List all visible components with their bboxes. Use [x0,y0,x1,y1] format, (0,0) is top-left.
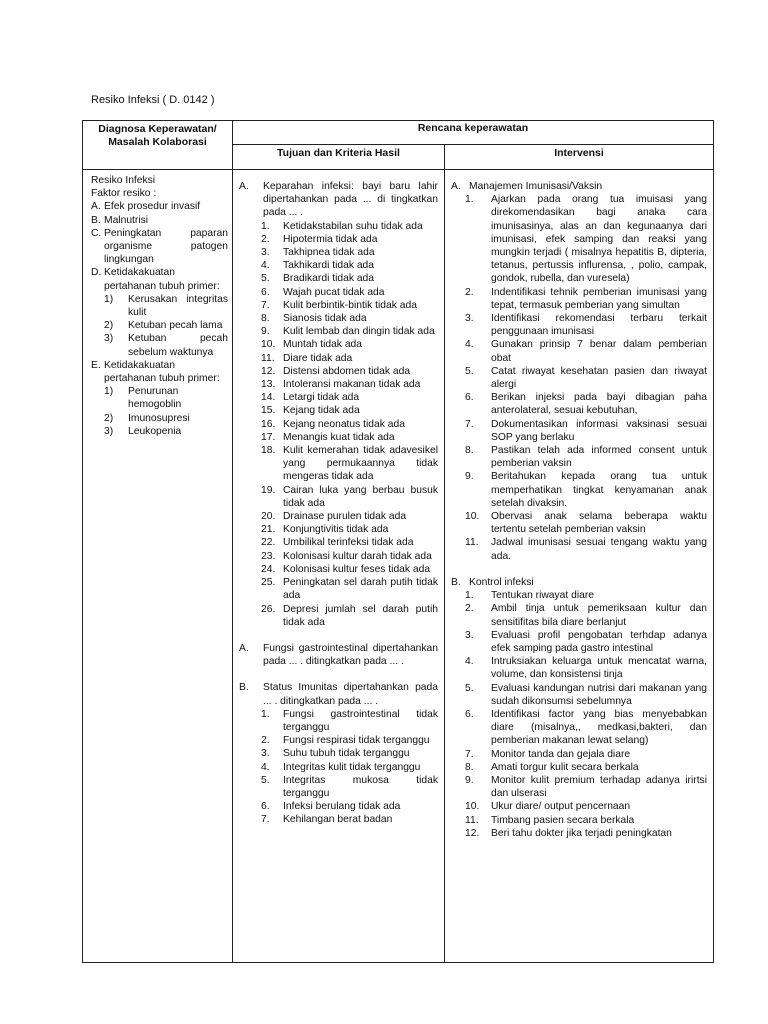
outcome-criterion-text: Kulit berbintik-bintik tidak ada [283,299,417,311]
outcome-section-label: B. [239,682,249,694]
risk-factor-subitem-label: 1) [104,293,114,305]
outcome-criterion-text: Takhikardi tidak ada [283,260,375,272]
outcome-criterion-text: Fungsi gastrointestinal tidak terganggu [283,708,438,733]
care-plan-table [82,120,714,963]
intervention-item-label: 9. [465,774,474,786]
outcome-criterion [239,800,438,813]
outcome-criterion [239,246,438,259]
outcome-section [239,681,438,707]
risk-factor-item [91,266,228,292]
outcome-criterion-label: 9. [261,326,270,338]
outcome-criterion-text: Bradikardi tidak ada [283,273,375,285]
outcome-criterion-label: 6. [261,801,270,813]
outcome-criterion-label: 25. [261,577,276,589]
intervention-section [451,180,707,193]
outcome-criterion-text: Depresi jumlah sel darah putih tidak ada [283,603,438,628]
intervention-item-text: Ajarkan pada orang tua imuisasi yang direkomendasikan bagi anaka cara imunisasinya, alas an dan kegunaanya dari imunisasi, efek samping dan reaksi yang mungkin terjadi ( misalnya hepatitis B, dipteria, tetanus, pertussis influrensa, , polio, campak, gondok, rubella, dan vuresela) [491,194,707,285]
intervention-item-label: 2. [465,603,474,615]
outcome-section-label: A. [239,181,249,192]
outcome-criterion-text: Wajah pucat tidak ada [283,286,385,298]
risk-factor-subitem-text: Imunosupresi [128,412,190,424]
outcome-criterion [239,563,438,576]
risk-factor-item-text: Efek prosedur invasif [104,201,201,213]
risk-factor-item-label: C. [91,227,102,239]
intervensi-cell [445,170,714,963]
intervention-item [451,682,707,708]
intervention-item-label: 4. [465,656,474,668]
risk-factor-subitem [91,332,228,358]
intervention-item-text: Obervasi anak selama beberapa waktu tertentu setelah pemberian vaksin [491,511,707,536]
outcome-criterion-label: 22. [261,537,276,549]
outcome-criterion-text: Takhipnea tidak ada [283,247,375,259]
intervention-item-text: Evaluasi profil pengobatan terhdap adanya efek samping pada gastro intestinal [491,629,707,654]
outcome-criterion [239,536,438,549]
outcome-criterion [239,708,438,734]
outcome-criterion-label: 14. [261,392,276,404]
outcome-criterion [239,378,438,391]
intervention-item-text: Monitor kulit premium terhadap adanya irirtsi dan ulserasi [491,774,707,800]
outcome-criterion-text: Infeksi berulang tidak ada [283,801,401,813]
intervention-item [451,510,707,536]
intervention-item-label: 10. [465,801,480,813]
outcome-criterion-label: 1. [261,220,270,232]
intervention-item [451,774,707,800]
intervention-item [451,800,707,813]
outcome-criterion-text: Kolonisasi kultur feses tidak ada [283,563,431,575]
outcome-criterion [239,391,438,404]
intervention-item [451,629,707,655]
intervention-item [451,827,707,840]
diagnosa-content [83,170,232,956]
diagnosa-cell [83,170,233,963]
outcome-criterion-text: Peningkatan sel darah putih tidak ada [283,577,438,602]
outcome-criterion-label: 2. [261,233,270,245]
section-gap [239,629,438,642]
intervention-item-text: Beri tahu dokter jika terjadi peningkatan [491,827,672,839]
risk-factor-subitem [91,412,228,425]
risk-factor-subitem [91,425,228,438]
intervention-item-text: Pastikan telah ada informed consent untuk pemberian vaksin [491,445,707,470]
outcome-criterion [239,418,438,431]
intervention-item [451,708,707,748]
outcome-criterion-label: 1. [261,708,270,720]
risk-factor-item-label: E. [91,359,101,371]
risk-factor-item [91,227,228,267]
header-diagnosa [83,121,233,170]
intervention-item [451,470,707,510]
risk-factor-subitem-text: Leukopenia [128,425,182,437]
intervention-item-label: 5. [465,365,474,377]
risk-factor-item-text: Ketidakakuatan pertahanan tubuh primer: [104,267,220,292]
intervention-item-text: Berikan injeksi pada bayi dibagian paha anterolateral, sesuai kebutuhan, [491,392,707,417]
intervention-item-text: Beritahukan kepada orang tua untuk memperhatikan tingkat kenyamanan anak setelah divaksin. [491,471,707,509]
risk-factor-item-label: D. [91,267,102,279]
outcome-criterion-label: 26. [261,603,276,615]
intervention-item-label: 3. [465,629,474,641]
document-title: Resiko Infeksi ( D. 0142 ) [91,94,215,106]
section-gap [239,668,438,681]
tujuan-content [233,170,444,962]
outcome-criterion-text: Muntah tidak ada [283,339,362,351]
risk-factor-subitem [91,319,228,332]
outcome-criterion-text: Kulit kemerahan tidak adavesikel yang permukaannya tidak mengeras tidak ada [283,445,438,483]
outcome-criterion-label: 5. [261,774,270,786]
outcome-criterion [239,444,438,484]
outcome-criterion [239,338,438,351]
outcome-criterion-text: Kejang neonatus tidak ada [283,418,405,430]
tujuan-cell [233,170,445,963]
outcome-criterion-text: Fungsi respirasi tidak terganggu [283,735,430,747]
outcome-criterion-label: 5. [261,273,270,285]
outcome-criterion [239,484,438,510]
header-tujuan-label: Tujuan dan Kriteria Hasil [277,147,400,159]
intervention-item-text: Indentifikasi tehnik pemberian imunisasi yang tepat, termasuk pemberian yang simultan [491,286,707,311]
intervention-item-text: Timbang pasien secara berkala [491,814,635,826]
outcome-criterion [239,259,438,272]
outcome-criterion-label: 6. [261,286,270,298]
outcome-criterion-label: 7. [261,299,270,311]
risk-factor-item-text: Peningkatan paparan organisme patogen lingkungan [104,227,228,266]
outcome-criterion-text: Cairan luka yang berbau busuk tidak ada [283,484,438,509]
intervention-item-label: 3. [465,313,474,325]
outcome-criterion-text: Intoleransi makanan tidak ada [283,379,421,391]
outcome-criterion-label: 17. [261,431,276,443]
outcome-criterion-text: Kolonisasi kultur darah tidak ada [283,550,432,562]
risk-factor-subitem-label: 3) [104,425,114,437]
outcome-criterion-text: Distensi abdomen tidak ada [283,365,411,377]
outcome-criterion-label: 10. [261,339,276,351]
outcome-criterion-label: 4. [261,761,270,773]
outcome-criterion-text: Umbilikal terinfeksi tidak ada [283,537,414,549]
intervention-item-label: 1. [465,590,474,602]
header-diagnosa-label: Diagnosa Keperawatan/ Masalah Kolaborasi [98,123,217,148]
risk-factor-subitem-label: 2) [104,412,114,424]
outcome-criterion [239,272,438,285]
header-intervensi [445,145,714,170]
intervention-item-text: Identifikasi factor yang bias menyebabkan diare (misalnya,, medkasi,bakteri, dan pemberian makanan lewat selang) [491,708,707,747]
outcome-section-text: Fungsi gastrointestinal dipertahankan pada ... . ditingkatkan pada ... . [263,642,438,668]
outcome-criterion [239,734,438,747]
intervention-item-label: 12. [465,827,480,839]
outcome-criterion-label: 18. [261,445,276,457]
outcome-section-text: Status Imunitas dipertahankan pada ... . ditingkatkan pada ... . [263,682,438,707]
outcome-criterion [239,404,438,417]
intervention-item [451,761,707,774]
intervention-item [451,444,707,470]
outcome-section-label: A. [239,642,249,654]
header-rencana [233,121,714,145]
intervention-item [451,655,707,681]
outcome-criterion-text: Kejang tidak ada [283,405,360,417]
intervention-item-label: 8. [465,445,474,457]
outcome-criterion-label: 19. [261,484,276,496]
outcome-criterion [239,299,438,312]
intervention-item [451,536,707,562]
outcome-criterion-label: 3. [261,247,270,259]
outcome-criterion [239,312,438,325]
intervention-item-label: 1. [465,194,474,206]
outcome-criterion-text: Integritas mukosa tidak terganggu [283,774,438,799]
intervention-item-label: 4. [465,339,474,351]
outcome-criterion-text: Sianosis tidak ada [283,313,367,325]
outcome-criterion-label: 7. [261,814,270,826]
outcome-criterion-text: Menangis kuat tidak ada [283,431,395,443]
outcome-criterion [239,761,438,774]
risk-factor-subitem [91,385,228,411]
intervention-item-label: 6. [465,392,474,404]
outcome-criterion-label: 4. [261,260,270,272]
intervention-item-label: 6. [465,708,474,720]
risk-factor-item [91,214,228,227]
intervention-item-label: 8. [465,761,474,773]
intervention-section-label: A. [451,181,461,192]
outcome-criterion-text: Letargi tidak ada [283,392,360,404]
intervention-item [451,418,707,444]
intervention-item-label: 10. [465,511,480,523]
outcome-criterion-label: 21. [261,524,276,536]
outcome-criterion-text: Ketidakstabilan suhu tidak ada [283,220,423,232]
outcome-section-text: Keparahan infeksi: bayi baru lahir dipertahankan pada ... di tingkatkan pada ... . [263,181,438,219]
header-intervensi-label: Intervensi [554,147,604,159]
outcome-criterion [239,233,438,246]
outcome-criterion-label: 2. [261,735,270,747]
outcome-criterion-text: Suhu tubuh tidak terganggu [283,748,410,760]
intervention-section-text: Kontrol infeksi [469,576,534,588]
intervention-item [451,814,707,827]
risk-factor-item-label: B. [91,214,101,226]
risk-factor-subitem-label: 3) [104,333,114,345]
outcome-criterion [239,523,438,536]
outcome-criterion [239,603,438,629]
outcome-criterion-text: Kehilangan berat badan [283,814,393,826]
intervention-item-text: Monitor tanda dan gejala diare [491,748,631,760]
risk-factor-subitem [91,293,228,319]
intervention-item-text: Catat riwayat kesehatan pasien dan riwayat alergi [491,365,707,391]
outcome-criterion-text: Konjungtivitis tidak ada [283,524,389,536]
diagnosa-title: Resiko Infeksi [91,175,156,186]
outcome-criterion [239,352,438,365]
outcome-criterion-text: Integritas kulit tidak terganggu [283,761,421,773]
intervention-item-label: 7. [465,748,474,760]
intervention-item-label: 11. [465,537,479,549]
diagnosa-subtitle: Faktor resiko : [91,188,157,200]
outcome-criterion-label: 3. [261,748,270,760]
risk-factor-subitem-label: 1) [104,386,114,398]
intervensi-content [445,170,713,962]
outcome-criterion-text: Hipotermia tidak ada [283,233,378,245]
outcome-criterion [239,365,438,378]
section-gap [451,563,707,576]
intervention-section [451,576,707,589]
intervention-item-text: Amati torgur kulit secara berkala [491,761,639,773]
outcome-criterion [239,431,438,444]
intervention-item [451,748,707,761]
outcome-criterion [239,510,438,523]
intervention-item [451,589,707,602]
outcome-criterion-label: 13. [261,379,276,391]
intervention-section-text: Manajemen Imunisasi/Vaksin [469,181,603,192]
outcome-criterion-label: 12. [261,365,276,377]
outcome-criterion-label: 24. [261,563,276,575]
risk-factor-item [91,200,228,213]
outcome-section [239,180,438,220]
intervention-item-text: Dokumentasikan informasi vaksinasi sesuai SOP yang berlaku [491,418,707,443]
outcome-criterion [239,286,438,299]
intervention-item-text: Ukur diare/ output pencernaan [491,801,631,813]
intervention-item-text: Ambil tinja untuk pemeriksaan kultur dan sensitifitas bila diare berlanjut [491,603,707,628]
intervention-item-text: Jadwal imunisasi sesuai tengang waktu yang ada. [491,537,707,562]
outcome-criterion [239,325,438,338]
outcome-criterion-label: 15. [261,405,276,417]
outcome-criterion [239,813,438,826]
intervention-item-label: 7. [465,418,474,430]
outcome-criterion-label: 8. [261,313,270,325]
outcome-criterion [239,774,438,800]
intervention-item-label: 11. [465,814,479,826]
risk-factor-subitem-text: Kerusakan integritas kulit [128,293,228,319]
outcome-criterion-label: 23. [261,550,276,562]
outcome-criterion-text: Kulit lembab dan dingin tidak ada [283,326,435,338]
risk-factor-item [91,359,228,385]
intervention-item-text: Gunakan prinsip 7 benar dalam pemberian obat [491,339,707,364]
intervention-item [451,602,707,628]
risk-factor-item-text: Malnutrisi [104,214,149,226]
intervention-item-text: Identifikasi rekomendasi terbaru terkait penggunaan imunisasi [491,313,707,338]
intervention-item [451,286,707,312]
intervention-item-text: Tentukan riwayat diare [491,590,595,602]
risk-factor-item-text: Ketidakakuatan pertahanan tubuh primer: [104,359,220,385]
intervention-item [451,391,707,417]
intervention-item [451,312,707,338]
outcome-criterion-label: 20. [261,511,276,523]
intervention-item-label: 9. [465,471,474,483]
intervention-section-label: B. [451,576,461,588]
intervention-item-text: Evaluasi kandungan nutrisi dari makanan yang sudah dikonsumsi sebelumnya [491,682,707,707]
outcome-criterion [239,220,438,233]
outcome-criterion [239,550,438,563]
outcome-criterion-label: 11. [261,352,275,364]
intervention-item-label: 2. [465,286,474,298]
outcome-criterion-label: 16. [261,418,276,430]
risk-factor-subitem-label: 2) [104,320,114,332]
header-tujuan [233,145,445,170]
risk-factor-subitem-text: Ketuban pecah lama [128,320,223,332]
risk-factor-subitem-text: Penurunan hemogoblin [128,386,182,411]
outcome-criterion-text: Diare tidak ada [283,352,353,364]
intervention-item [451,193,707,285]
outcome-criterion [239,747,438,760]
header-rencana-label: Rencana keperawatan [417,122,529,134]
risk-factor-subitem-text: Ketuban pecah sebelum waktunya [128,333,228,358]
outcome-criterion [239,576,438,602]
intervention-item-label: 5. [465,682,474,694]
intervention-item [451,365,707,391]
intervention-item-text: Intruksiakan keluarga untuk mencatat warna, volume, dan konsistensi tinja [491,656,707,681]
risk-factor-item-label: A. [91,201,101,213]
intervention-item [451,338,707,364]
outcome-criterion-text: Drainase purulen tidak ada [283,511,407,523]
outcome-section [239,642,438,668]
